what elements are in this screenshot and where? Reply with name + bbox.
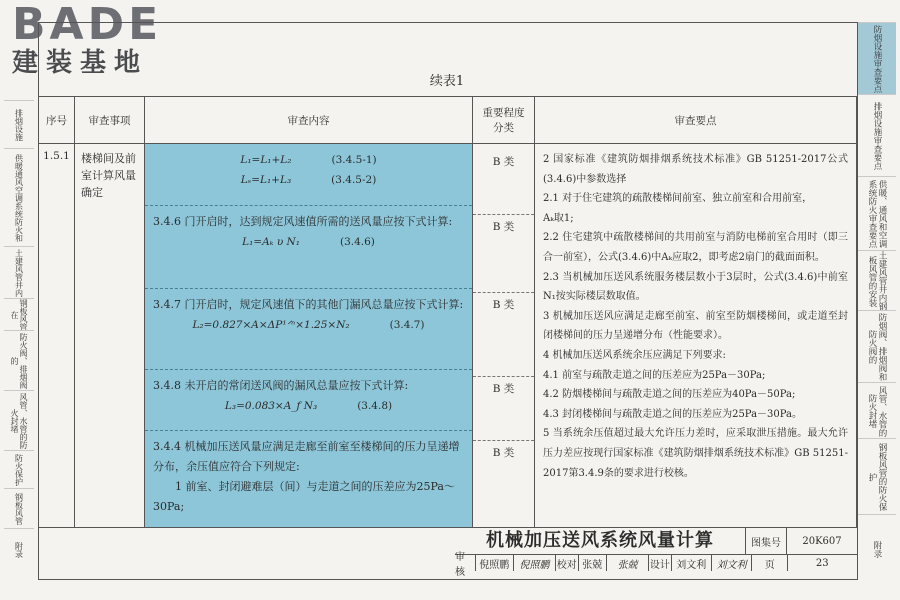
clause-text: 3.4.7 门开启时，规定风速值下的其他门漏风总量应按下式计算: — [153, 298, 464, 311]
header-no: 序号 — [39, 97, 75, 144]
point-item: 5 当系统余压值超过最大允许压力差时，应采取泄压措施。最大允许压力差应按现行国家标准《建筑防烟排烟系统技术标准》GB 51251-2017第3.4.9条的要求进行校核。 — [543, 428, 848, 479]
logo-brand: BADE — [12, 0, 163, 50]
content-block — [145, 431, 472, 527]
level-badge: B 类 — [492, 156, 515, 168]
review-table — [38, 96, 857, 528]
point-item: 4.2 防烟楼梯间与疏散走道之间的压差应为40Pa－50Pa; — [543, 389, 796, 401]
designer-name: 刘文利 — [672, 555, 712, 571]
point-item: 4 机械加压送风系统余压应满足下列要求: — [543, 349, 726, 361]
design-label: 设计 — [649, 555, 672, 571]
level-badge: B 类 — [473, 292, 534, 312]
content-block — [145, 370, 472, 431]
left-tab[interactable]: 防火保护 — [4, 450, 34, 489]
right-tab[interactable]: 土建风管井内钢板风管的安装 — [858, 250, 896, 311]
point-item: Aₖ取1; — [543, 212, 574, 224]
row-number: 1.5.1 — [39, 144, 75, 528]
left-tab[interactable]: 供暖通风空调系统防火和 — [4, 148, 34, 247]
clause-text: 3.4.4 机械加压送风量应满足走廊至前室至楼梯间的压力呈递增分布，余压值应符合下列规定: — [153, 440, 460, 473]
clause-text: 3.4.8 未开启的常闭送风阀的漏风总量应按下式计算: — [153, 379, 409, 392]
level-badge: B 类 — [473, 440, 534, 460]
atlas-label: 图集号 — [745, 527, 787, 555]
right-tab-active[interactable]: 防烟设施审查要点 — [858, 22, 896, 95]
left-tab[interactable]: 排烟设施 — [4, 100, 34, 149]
header-content: 审查内容 — [145, 97, 473, 144]
row-item: 楼梯间及前室计算风量确定 — [75, 144, 145, 528]
atlas-number: 20K607 — [786, 527, 858, 555]
header-points: 审查要点 — [535, 97, 857, 144]
point-item: 2.3 当机械加压送风系统服务楼层数小于3层时，公式(3.4.6)中前室N₁按实际楼层数取值。 — [543, 271, 848, 303]
right-tab[interactable]: 供暖、通风和空调系统防火审查要点 — [858, 176, 896, 251]
header-item: 审查事项 — [75, 97, 145, 144]
review-label: 审核 — [455, 555, 476, 571]
review-points — [535, 144, 857, 528]
importance-levels — [473, 144, 535, 528]
clause-text: 1 前室、封闭避难层（间）与走道之间的压差应为25Pa～30Pa; — [153, 480, 455, 513]
level-badge: B 类 — [473, 214, 534, 234]
right-tab[interactable]: 风管、水管的防火封堵 — [858, 382, 896, 439]
right-section-tabs — [858, 22, 896, 582]
level-badge: B 类 — [473, 376, 534, 396]
content-block — [145, 206, 472, 289]
content-block — [145, 144, 472, 206]
left-tab[interactable]: 防火阀、排烟阀的 — [4, 330, 34, 391]
point-item: 4.1 前室与疏散走道之间的压差应为25Pa－30Pa; — [543, 369, 766, 381]
left-section-tabs — [4, 100, 34, 570]
table-title: 续表1 — [429, 74, 465, 89]
right-tab[interactable]: 排烟设施审查要点 — [858, 94, 896, 177]
check-label: 校对 — [556, 555, 579, 571]
point-item: 2 国家标准《建筑防烟排烟系统技术标准》GB 51251-2017公式(3.4.6)中参数选择 — [543, 154, 848, 185]
checker-signature: 张兢 — [607, 555, 649, 571]
point-item: 2.2 住宅建筑中疏散楼梯间的共用前室与消防电梯前室合用时（即三合一前室），公式(3.4.6)中Aₖ应取2，即考虑2扇门的截面面积。 — [543, 232, 848, 263]
formula-line: L₂=0.827×A×ΔP¹ᐟⁿ×1.25×N₂ (3.4.7) — [192, 319, 425, 331]
content-block — [145, 289, 472, 370]
formula-line: L₁=L₁+L₂ (3.4.5-1) — [240, 154, 377, 166]
checker-name: 张兢 — [579, 555, 607, 571]
formula-line: Lₛ=L₁+L₃ (3.4.5-2) — [240, 174, 377, 186]
formula-line: L₁=Aₖ υ N₁ (3.4.6) — [242, 236, 375, 248]
drawing-title: 机械加压送风系统风量计算 — [486, 530, 714, 551]
header-row — [39, 97, 857, 144]
left-tab[interactable]: 附录 — [4, 528, 34, 571]
left-tab[interactable]: 钢板风管在 — [4, 298, 34, 331]
left-tab[interactable]: 土建风管井内 — [4, 246, 34, 299]
page-number: 23 — [815, 557, 829, 569]
point-item: 4.3 封闭楼梯间与疏散走道之间的压差应为25Pa－30Pa。 — [543, 408, 803, 420]
logo-subtitle: 建装基地 — [12, 48, 149, 78]
designer-signature: 刘文利 — [712, 555, 752, 571]
page-label: 页 — [752, 555, 788, 571]
formula-line: L₃=0.083×A_f N₃ (3.4.8) — [224, 400, 393, 412]
table-row — [39, 144, 857, 528]
reviewer-signature: 倪照鹏 — [514, 555, 556, 571]
left-tab[interactable]: 风管、水管的防火封堵 — [4, 390, 34, 451]
right-tab[interactable]: 钢板风管的防火保护 — [858, 438, 896, 515]
reviewer-name: 倪照鹏 — [476, 555, 514, 571]
right-tab[interactable]: 防烟阀、排烟阀和防火阀的 — [858, 310, 896, 383]
signature-strip — [455, 552, 856, 578]
point-item: 2.1 对于住宅建筑的疏散楼梯间前室、独立前室和合用前室， — [543, 193, 813, 205]
header-level: 重要程度分类 — [473, 97, 535, 144]
clause-text: 3.4.6 门开启时，达到规定风速值所需的送风量应按下式计算: — [153, 215, 453, 228]
review-content — [145, 144, 473, 528]
left-tab[interactable]: 钢板风管 — [4, 488, 34, 529]
right-tab[interactable]: 附录 — [858, 514, 896, 583]
point-item: 3 机械加压送风应满足走廊至前室、前室至防烟楼梯间，或走道至封闭楼梯间的压力呈递增分布（性能要求）。 — [543, 310, 848, 342]
